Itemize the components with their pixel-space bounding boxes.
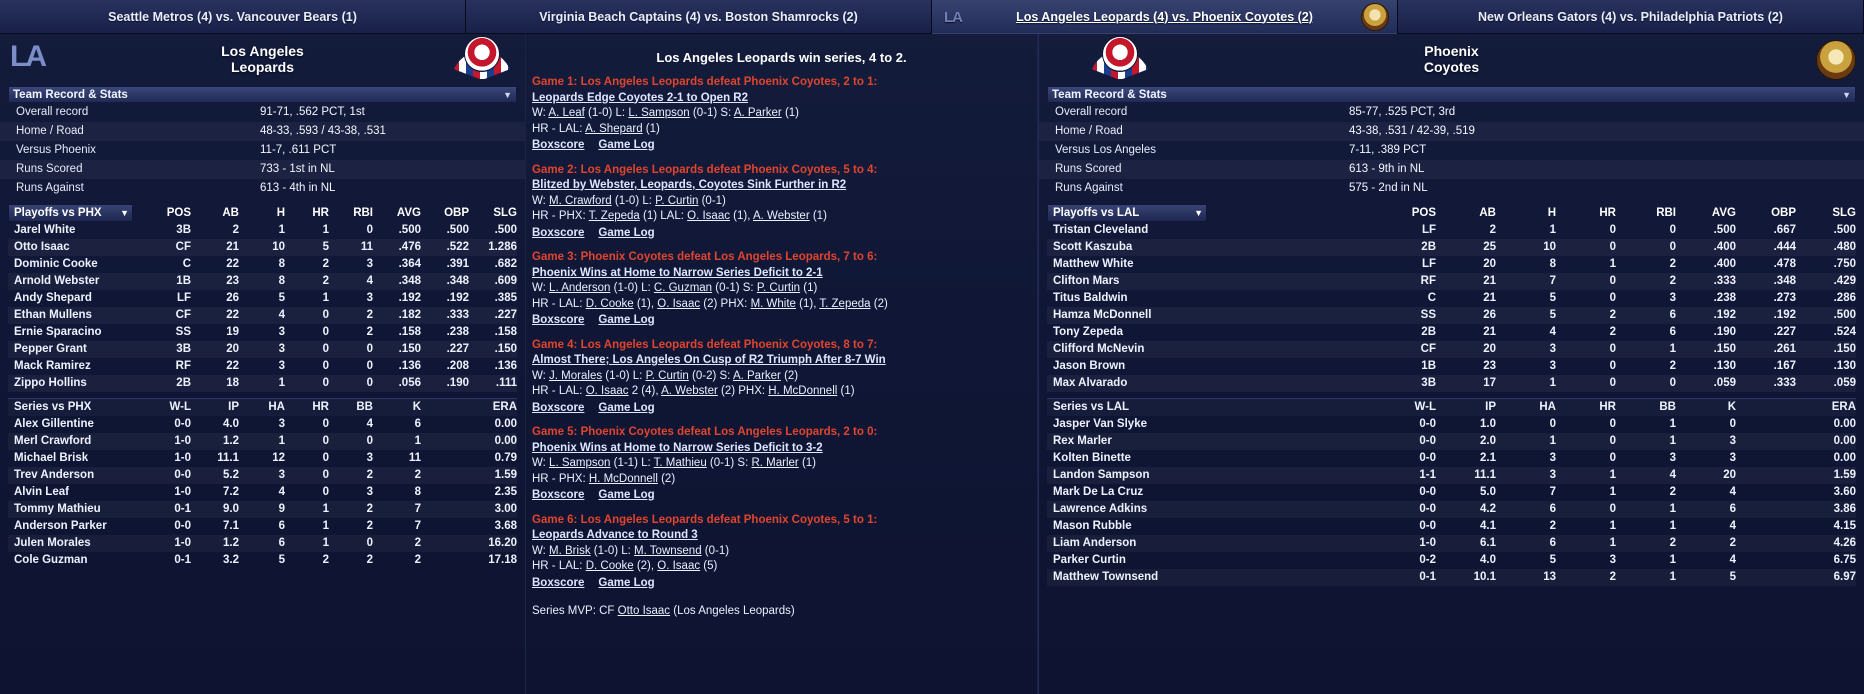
hr-player-link[interactable]: O. Isaac: [657, 297, 701, 310]
right-team-header: [1039, 36, 1864, 82]
leopards-logo-icon: LA: [944, 8, 962, 26]
game-homeruns-line: [532, 384, 1031, 400]
gamelog-link[interactable]: Game Log: [598, 226, 655, 239]
col-ip: IP: [1436, 399, 1496, 417]
save-pitcher-link[interactable]: P. Curtin: [756, 282, 801, 294]
game-homeruns-line: [532, 297, 1031, 313]
table-row[interactable]: Merl Crawford 1-0 1.2 1 0 0 1 0.00: [8, 433, 517, 450]
tab-seattle-vancouver[interactable]: [0, 0, 466, 34]
gamelog-link[interactable]: Game Log: [598, 576, 655, 589]
gamelog-link[interactable]: Game Log: [598, 314, 655, 326]
winning-pitcher-link[interactable]: L. Sampson: [549, 457, 611, 469]
table-row[interactable]: Tristan Cleveland LF 2 1 0 0 .500 .667 .500: [1053, 224, 1856, 236]
record-value: 613 - 9th in NL: [1349, 163, 1425, 175]
boxscore-link[interactable]: Boxscore: [532, 401, 585, 414]
mvp-player-link[interactable]: Otto Isaac: [617, 605, 671, 617]
left-pitching-table: [8, 398, 517, 569]
col-bb: BB: [1616, 399, 1676, 417]
record-label: Runs Against: [16, 182, 84, 194]
tab-losangeles-phoenix[interactable]: [932, 0, 1398, 34]
record-label: Runs Scored: [16, 163, 83, 175]
record-row: [1039, 103, 1864, 122]
hr-tail: (5): [700, 560, 718, 572]
game-links: [532, 226, 1031, 242]
hr-player-link[interactable]: M. White: [750, 297, 796, 310]
series-mvp-line: [532, 605, 1031, 617]
table-row[interactable]: Parker Curtin 0-2 4.0 5 3 1 4 6.75: [1053, 554, 1856, 566]
right-team-name: [1424, 43, 1479, 75]
mvp-prefix: Series MVP: CF: [532, 605, 618, 617]
record-label: Runs Against: [1055, 182, 1123, 194]
table-row[interactable]: Max Alvarado 3B 17 1 0 0 .059 .333 .059: [1047, 375, 1856, 392]
losing-pitcher-link[interactable]: T. Mathieu: [653, 457, 707, 469]
left-pitching-header-row: [8, 399, 517, 417]
table-row[interactable]: Dominic Cooke C 22 8 2 3 .364 .391 .682: [14, 258, 517, 270]
left-batting-filter-row: [8, 204, 517, 222]
game-links: [532, 313, 1031, 329]
table-row[interactable]: Andy Shepard LF 26 5 1 3 .192 .192 .385: [14, 292, 517, 304]
right-pitching-table: [1047, 398, 1856, 586]
record-row: [0, 160, 525, 179]
table-row[interactable]: Pepper Grant 3B 20 3 0 0 .150 .227 .150: [8, 341, 517, 358]
game-decisions-line: W: M. Brisk (1-0) L: M. Townsend (0-1): [532, 544, 730, 557]
winning-pitcher-link[interactable]: M. Brisk: [549, 544, 591, 557]
right-batting-filter-value: Playoffs vs LAL: [1053, 207, 1140, 219]
boxscore-link[interactable]: Boxscore: [532, 314, 585, 326]
tab-neworleans-philadelphia[interactable]: [1398, 0, 1864, 34]
table-row[interactable]: Mason Rubble 0-0 4.1 2 1 1 4 4.15: [1053, 520, 1856, 532]
table-row[interactable]: Ethan Mullens CF 22 4 0 2 .182 .333 .227: [8, 307, 517, 324]
game-recap-4: [532, 338, 1031, 417]
game-homeruns-line: [532, 472, 1031, 488]
hr-player-link[interactable]: D. Cooke: [585, 297, 634, 310]
record-label: Home / Road: [16, 125, 84, 137]
game-decisions-line: W: L. Anderson (1-0) L: C. Guzman (0-1) S: P. Curtin (1): [532, 282, 818, 294]
col-ip: IP: [191, 399, 239, 417]
chevron-down-icon[interactable]: ▼: [120, 208, 129, 218]
col-bb: BB: [329, 399, 373, 417]
table-row[interactable]: Mark De La Cruz 0-0 5.0 7 1 2 4 3.60: [1053, 486, 1856, 498]
left-record-list: [0, 103, 525, 198]
table-row[interactable]: Tommy Mathieu 0-1 9.0 9 1 2 7 3.00: [8, 501, 517, 518]
game-recap-6: [532, 513, 1031, 592]
table-row[interactable]: Otto Isaac CF 21 10 5 11 .476 .522 1.286: [8, 239, 517, 256]
table-row[interactable]: Clifton Mars RF 21 7 0 2 .333 .348 .429: [1047, 273, 1856, 290]
hr-tail: (2): [657, 472, 676, 485]
hr-player-link[interactable]: T. Zepeda: [819, 297, 871, 310]
left-section-title: Team Record & Stats: [13, 88, 128, 101]
right-team-nickname: Coyotes: [1423, 59, 1480, 75]
save-pitcher-link[interactable]: A. Parker: [732, 369, 781, 382]
right-team-panel: [1038, 34, 1864, 694]
series-body: [0, 34, 1864, 694]
winning-pitcher-link[interactable]: L. Anderson: [549, 282, 611, 294]
record-row: [1039, 179, 1864, 198]
series-result-headline: Los Angeles Leopards win series, 4 to 2.: [656, 50, 907, 65]
left-batting-headers: [133, 207, 517, 219]
hr-player-link[interactable]: O. Isaac: [585, 385, 629, 397]
hr-tail: 2 (4),: [628, 385, 662, 397]
boxscore-link[interactable]: Boxscore: [532, 139, 585, 151]
playoff-rosette-icon: [451, 34, 513, 90]
right-section-title: Team Record & Stats: [1052, 88, 1167, 101]
game-links: [532, 401, 1031, 417]
col-hr: HR: [1599, 207, 1616, 219]
hr-player-link[interactable]: A. Shepard: [585, 122, 643, 135]
chevron-down-icon[interactable]: ▼: [1194, 208, 1203, 218]
table-row[interactable]: Zippo Hollins 2B 18 1 0 0 .056 .190 .111: [8, 375, 517, 392]
hr-tail: (1),: [633, 297, 658, 310]
game-result-line: Game 3: Phoenix Coyotes defeat Los Angeles Leopards, 7 to 6:: [532, 251, 878, 263]
game-decisions-line: W: A. Leaf (1-0) L: L. Sampson (0-1) S: A. Parker (1): [532, 107, 799, 119]
hr-player-link[interactable]: T. Zepeda: [588, 210, 640, 222]
record-value: 7-11, .389 PCT: [1349, 144, 1427, 156]
game-homeruns-line: [532, 122, 1031, 138]
left-team-city: Los Angeles: [221, 43, 304, 59]
right-batting-filter-row: [1047, 204, 1856, 222]
col-obp: OBP: [1771, 207, 1796, 219]
table-row[interactable]: Jason Brown 1B 23 3 0 2 .130 .167 .130: [1053, 360, 1856, 372]
game-result-line: Game 1: Los Angeles Leopards defeat Phoenix Coyotes, 2 to 1:: [532, 76, 878, 88]
col-avg: AVG: [396, 207, 421, 219]
game-story-link[interactable]: Almost There; Los Angeles On Cusp of R2 Triumph After 8-7 Win: [532, 354, 886, 366]
losing-pitcher-link[interactable]: C. Guzman: [653, 282, 713, 294]
table-row[interactable]: Alvin Leaf 1-0 7.2 4 0 3 8 2.35: [14, 486, 517, 498]
hr-player-link[interactable]: A. Webster: [661, 385, 718, 397]
right-batting-headers: [1207, 207, 1856, 219]
game-result-line: Game 6: Los Angeles Leopards defeat Phoenix Coyotes, 5 to 1:: [532, 513, 878, 526]
chevron-down-icon[interactable]: ▼: [1842, 89, 1851, 100]
col-rbi: RBI: [1656, 207, 1676, 219]
left-team-panel: [0, 34, 525, 694]
left-team-record-header[interactable]: [8, 86, 517, 103]
tab-virginiabeach-boston[interactable]: [466, 0, 932, 34]
table-row[interactable]: Landon Sampson 1-1 11.1 3 1 4 20 1.59: [1047, 467, 1856, 484]
col-ha: HA: [239, 399, 285, 417]
tab-label: Virginia Beach Captains (4) vs. Boston Shamrocks (2): [539, 9, 858, 24]
hr-player-link[interactable]: H. McDonnell: [588, 472, 658, 485]
right-batting-table: [1047, 222, 1856, 392]
hr-tail: (1): [837, 385, 855, 397]
losing-pitcher-link[interactable]: L. Sampson: [628, 107, 690, 119]
boxscore-link[interactable]: Boxscore: [532, 226, 585, 239]
col-pos: POS: [1411, 207, 1436, 219]
col-era: ERA: [1736, 399, 1856, 417]
record-label: Versus Phoenix: [16, 144, 96, 156]
table-row[interactable]: Titus Baldwin C 21 5 0 3 .238 .273 .286: [1053, 292, 1856, 304]
game-result-line: Game 5: Phoenix Coyotes defeat Los Angeles Leopards, 2 to 0:: [532, 426, 878, 438]
record-label: Runs Scored: [1055, 163, 1122, 175]
losing-pitcher-link[interactable]: P. Curtin: [655, 194, 699, 207]
table-row[interactable]: Matthew Townsend 0-1 10.1 13 2 1 5 6.97: [1047, 569, 1856, 586]
boxscore-link[interactable]: Boxscore: [532, 489, 585, 501]
losing-pitcher-link[interactable]: M. Townsend: [634, 544, 702, 557]
table-row[interactable]: Rex Marler 0-0 2.0 1 0 1 3 0.00: [1047, 433, 1856, 450]
left-batting-filter-value: Playoffs vs PHX: [14, 207, 102, 219]
gamelog-link[interactable]: Game Log: [598, 489, 655, 501]
record-value: 91-71, .562 PCT, 1st: [260, 106, 365, 118]
coyotes-logo-icon: [1361, 3, 1389, 31]
hr-tail: (1) LAL:: [639, 210, 688, 222]
table-row[interactable]: Clifford McNevin CF 20 3 0 1 .150 .261 .150: [1047, 341, 1856, 358]
game-links: [532, 488, 1031, 504]
game-homeruns-line: [532, 559, 1031, 575]
table-row[interactable]: Arnold Webster 1B 23 8 2 4 .348 .348 .609: [8, 273, 517, 290]
game-homeruns-line: [532, 209, 1031, 225]
table-row[interactable]: Kolten Binette 0-0 2.1 3 0 3 3 0.00: [1053, 452, 1856, 464]
hr-prefix: HR - LAL:: [532, 560, 586, 572]
col-h: H: [276, 207, 285, 219]
chevron-down-icon[interactable]: ▼: [503, 89, 512, 100]
table-row[interactable]: Anderson Parker 0-0 7.1 6 1 2 7 3.68: [14, 520, 517, 532]
left-pitching-label: Series vs PHX: [8, 399, 133, 417]
game-story-link[interactable]: Phoenix Wins at Home to Narrow Series Deficit to 2-1: [532, 266, 823, 279]
hr-tail: (1),: [795, 297, 820, 310]
left-team-name: [221, 43, 304, 75]
record-value: 11-7, .611 PCT: [260, 144, 337, 156]
game-decisions-line: W: J. Morales (1-0) L: P. Curtin (0-2) S: A. Parker (2): [532, 369, 799, 382]
hr-tail: (2) PHX:: [717, 385, 769, 397]
col-hr: HR: [285, 399, 329, 417]
col-wl: W-L: [133, 399, 191, 417]
col-era: ERA: [421, 399, 517, 417]
hr-player-link[interactable]: D. Cooke: [585, 560, 634, 572]
record-row: [0, 122, 525, 141]
right-pitching-label: Series vs LAL: [1047, 399, 1326, 417]
col-obp: OBP: [444, 207, 469, 219]
record-row: [0, 141, 525, 160]
table-row[interactable]: Ernie Sparacino SS 19 3 0 2 .158 .238 .158: [14, 326, 517, 338]
table-row[interactable]: Hamza McDonnell SS 26 5 2 6 .192 .192 .500: [1047, 307, 1856, 324]
record-value: 43-38, .531 / 42-39, .519: [1349, 125, 1475, 137]
right-pitching-header-row: [1047, 399, 1856, 417]
tab-label: Los Angeles Leopards (4) vs. Phoenix Coyotes (2): [1016, 9, 1313, 24]
table-row[interactable]: Jasper Van Slyke 0-0 1.0 0 0 1 0 0.00: [1053, 418, 1856, 430]
hr-prefix: HR - LAL:: [532, 385, 586, 397]
record-row: [0, 103, 525, 122]
record-row: [0, 179, 525, 198]
record-row: [1039, 122, 1864, 141]
hr-player-link[interactable]: O. Isaac: [687, 210, 730, 222]
save-pitcher-link[interactable]: A. Parker: [733, 107, 782, 119]
game-story-link[interactable]: Blitzed by Webster, Leopards, Coyotes Sink Further in R2: [532, 179, 847, 191]
game-story-link[interactable]: Leopards Edge Coyotes 2-1 to Open R2: [532, 91, 748, 104]
hr-player-link[interactable]: A. Webster: [752, 210, 810, 222]
table-row[interactable]: Alex Gillentine 0-0 4.0 3 0 4 6 0.00: [14, 418, 517, 430]
hr-prefix: HR - PHX:: [532, 210, 589, 222]
game-decisions-line: W: L. Sampson (1-1) L: T. Mathieu (0-1) S: R. Marler (1): [532, 457, 816, 469]
hr-tail: (2): [870, 297, 888, 310]
col-k: K: [373, 399, 421, 417]
record-row: [1039, 141, 1864, 160]
save-pitcher-link[interactable]: R. Marler: [751, 457, 799, 469]
winning-pitcher-link[interactable]: J. Morales: [549, 369, 603, 382]
game-recap-5: [532, 425, 1031, 504]
hr-tail: (1): [642, 122, 660, 135]
game-result-line: Game 4: Los Angeles Leopards defeat Phoenix Coyotes, 8 to 7:: [532, 338, 878, 351]
table-row[interactable]: Lawrence Adkins 0-0 4.2 6 0 1 6 3.86: [1047, 501, 1856, 518]
right-batting-filter-select[interactable]: [1047, 204, 1207, 222]
coyotes-logo-icon: [1816, 40, 1856, 80]
record-row: [1039, 160, 1864, 179]
record-label: Home / Road: [1055, 125, 1123, 137]
tab-label: Seattle Metros (4) vs. Vancouver Bears (1): [108, 9, 357, 24]
hr-prefix: HR - LAL:: [532, 122, 586, 135]
col-rbi: RBI: [353, 207, 373, 219]
record-label: Versus Los Angeles: [1055, 144, 1157, 156]
table-row[interactable]: Julen Morales 1-0 1.2 6 1 0 2 16.20: [8, 535, 517, 552]
record-label: Overall record: [16, 106, 89, 118]
right-record-list: [1039, 103, 1864, 198]
hr-tail: (1),: [729, 210, 753, 222]
game-decisions-line: W: M. Crawford (1-0) L: P. Curtin (0-1): [532, 194, 726, 207]
table-row[interactable]: Cole Guzman 0-1 3.2 5 2 2 2 17.18: [14, 554, 517, 566]
right-team-record-header[interactable]: [1047, 86, 1856, 103]
record-value: 733 - 1st in NL: [260, 163, 335, 175]
col-hr: HR: [1556, 399, 1616, 417]
hr-prefix: HR - PHX:: [532, 472, 589, 485]
right-team-city: Phoenix: [1424, 43, 1479, 59]
table-row[interactable]: Tony Zepeda 2B 21 4 2 6 .190 .227 .524: [1053, 326, 1856, 338]
winning-pitcher-link[interactable]: M. Crawford: [549, 194, 612, 207]
hr-player-link[interactable]: H. McDonnell: [768, 385, 838, 397]
record-value: 48-33, .593 / 43-38, .531: [260, 125, 386, 137]
winning-pitcher-link[interactable]: A. Leaf: [548, 107, 585, 119]
col-avg: AVG: [1711, 207, 1736, 219]
losing-pitcher-link[interactable]: P. Curtin: [645, 369, 689, 382]
col-slg: SLG: [493, 207, 517, 219]
record-value: 575 - 2nd in NL: [1349, 182, 1428, 194]
playoff-rosette-icon: [1089, 34, 1151, 90]
table-row[interactable]: Liam Anderson 1-0 6.1 6 1 2 2 4.26: [1047, 535, 1856, 552]
hr-tail: (2),: [633, 560, 658, 572]
table-row[interactable]: Trev Anderson 0-0 5.2 3 0 2 2 1.59: [8, 467, 517, 484]
record-value: 613 - 4th in NL: [260, 182, 336, 194]
table-row[interactable]: Scott Kaszuba 2B 25 10 0 0 .400 .444 .480: [1047, 239, 1856, 256]
col-hr: HR: [312, 207, 329, 219]
record-label: Overall record: [1055, 106, 1128, 118]
table-row[interactable]: Matthew White LF 20 8 1 2 .400 .478 .750: [1053, 258, 1856, 270]
table-row[interactable]: Mack Ramirez RF 22 3 0 0 .136 .208 .136: [14, 360, 517, 372]
gamelog-link[interactable]: Game Log: [598, 139, 655, 151]
col-ab: AB: [1479, 207, 1496, 219]
game-story-link[interactable]: Leopards Advance to Round 3: [532, 529, 698, 541]
mvp-team: (Los Angeles Leopards): [670, 605, 795, 617]
gamelog-link[interactable]: Game Log: [598, 401, 655, 414]
left-team-header: [0, 36, 525, 82]
leopards-logo-icon: LA: [10, 40, 44, 73]
hr-tail: (1): [809, 210, 827, 222]
boxscore-link[interactable]: Boxscore: [532, 576, 585, 589]
game-recap-3: [532, 250, 1031, 329]
col-pos: POS: [166, 207, 191, 219]
game-recap-2: [532, 163, 1031, 242]
left-batting-filter-select[interactable]: [8, 204, 133, 222]
game-recap-1: [532, 75, 1031, 154]
game-links: [532, 576, 1031, 592]
table-row[interactable]: Michael Brisk 1-0 11.1 12 0 3 11 0.79: [14, 452, 517, 464]
series-tabbar: [0, 0, 1864, 34]
series-recap-panel: [525, 34, 1038, 694]
record-value: 85-77, .525 PCT, 3rd: [1349, 106, 1456, 118]
col-ab: AB: [222, 207, 239, 219]
left-batting-table: [8, 222, 517, 392]
game-result-line: Game 2: Los Angeles Leopards defeat Phoenix Coyotes, 5 to 4:: [532, 163, 878, 176]
hr-tail: (2) PHX:: [700, 297, 751, 310]
col-h: H: [1547, 207, 1556, 219]
game-links: [532, 138, 1031, 154]
col-slg: SLG: [1832, 207, 1856, 219]
hr-prefix: HR - LAL:: [532, 297, 586, 310]
col-wl: W-L: [1326, 399, 1436, 417]
game-story-link[interactable]: Phoenix Wins at Home to Narrow Series Deficit to 3-2: [532, 441, 823, 454]
table-row[interactable]: Jarel White 3B 2 1 1 0 .500 .500 .500: [14, 224, 517, 236]
left-team-nickname: Leopards: [230, 59, 294, 75]
col-k: K: [1676, 399, 1736, 417]
col-ha: HA: [1496, 399, 1556, 417]
hr-player-link[interactable]: O. Isaac: [657, 560, 701, 572]
tab-label: New Orleans Gators (4) vs. Philadelphia Patriots (2): [1478, 9, 1783, 24]
